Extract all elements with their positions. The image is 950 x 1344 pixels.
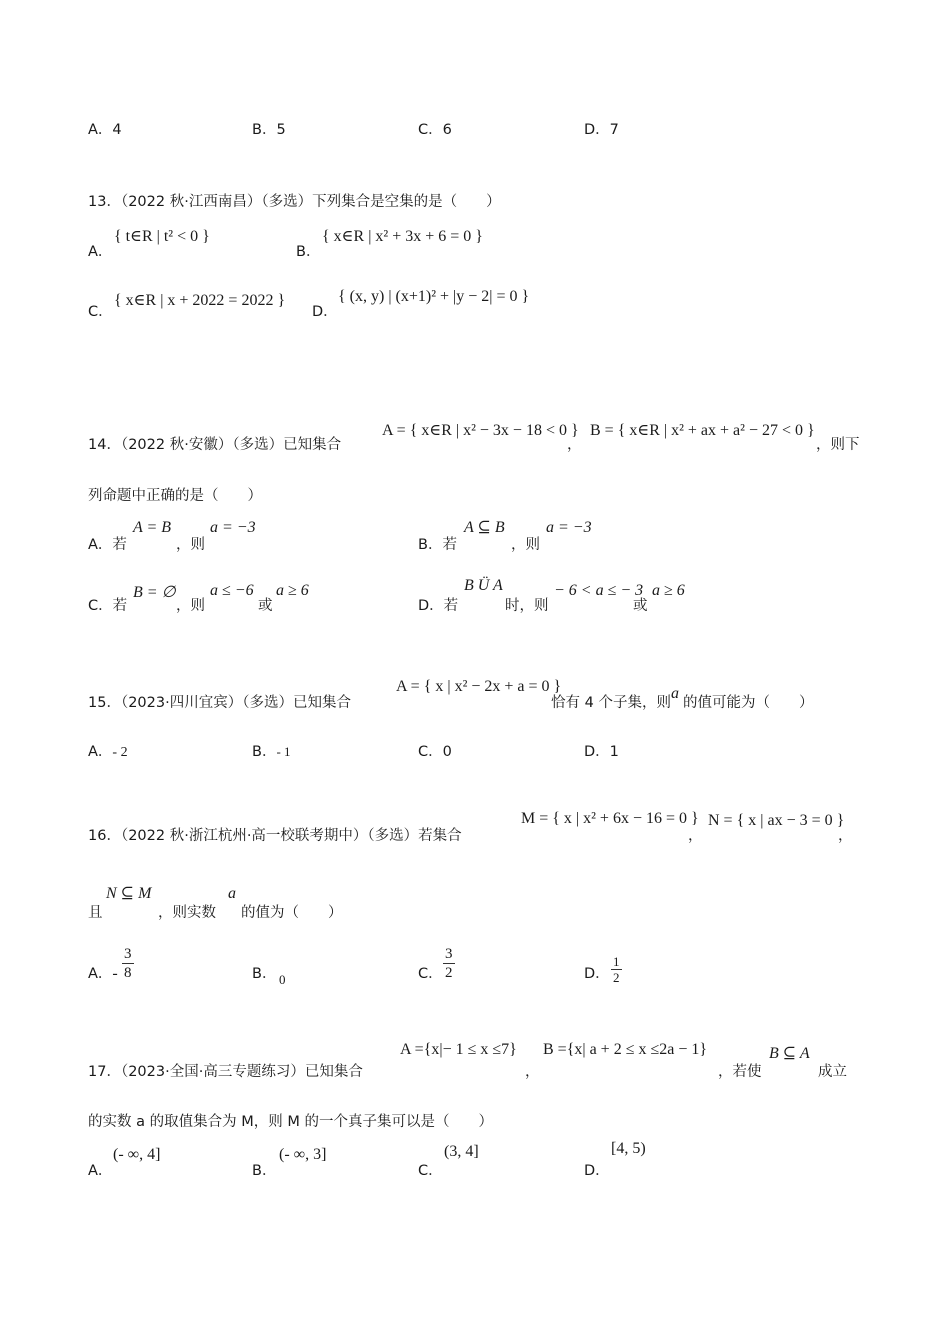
q14-option-a: A．若 [88,537,127,553]
q17-option-c-label: C． [418,1163,443,1179]
q14-option-c-result2: a ≥ 6 [276,582,309,599]
q14-set-a: A = { x∈R | x² − 3x − 18 < 0 } [382,422,579,439]
q16-end: ， [838,828,853,844]
q14-option-c-cond: B = ∅ [133,584,176,601]
q13-option-b-label: B． [296,244,321,260]
q17-cond: B ⊆ A [769,1045,810,1062]
q17-option-a-label: A． [88,1163,113,1179]
q14-option-d-result2: a ≥ 6 [652,582,685,599]
q14-option-d-cond: B Ü A [464,577,503,594]
q16-option-c: C． [418,966,443,982]
q14-stem-line2: 列命题中正确的是（ ） [88,488,262,504]
q14-sep: ， [567,437,582,453]
q16-option-a-frac: $\frac{3}{8}$ [124,946,132,981]
q14-option-c-mid: ，则 [176,598,205,614]
q14-option-d-result: − 6 < a ≤ − 3 [554,582,644,599]
q15-option-a: A．- 2 [88,744,128,760]
q13-option-b-expr: { x∈R | x² + 3x + 6 = 0 } [322,228,483,245]
q15-option-c: C．0 [418,744,452,760]
q17-option-a-value: (- ∞, 4] [113,1146,161,1163]
q17-line2: 的实数 a 的取值集合为 M，则 M 的一个真子集可以是（ ） [88,1114,493,1130]
q17-option-d-value: [4, 5) [611,1140,646,1157]
q12-option-a: A．4 [88,122,122,138]
q15-option-b: B．- 1 [252,744,291,760]
q13-option-a-label: A． [88,244,113,260]
q14-option-c-or: 或 [258,598,273,614]
q14-option-c: C．若 [88,598,128,614]
q13-option-a-expr: { t∈R | t² < 0 } [114,228,210,245]
q14-option-b-cond: A ⊆ B [464,519,505,536]
q16-option-c-frac: $\frac{3}{2}$ [445,946,453,981]
q14-option-a-result: a = −3 [210,519,256,536]
q13-option-d-label: D． [312,304,338,320]
q16-option-a: A．- [88,965,118,982]
q16-var: a [228,885,236,902]
q14-option-b-result: a = −3 [546,519,592,536]
q14-option-b-mid: ，则 [511,537,540,553]
q17-set-a: A ={x|− 1 ≤ x ≤7} [400,1041,517,1058]
q17-option-b-value: (- ∞, 3] [279,1146,327,1163]
q17-post: 成立 [818,1064,847,1080]
q15-stem-post: 的值可能为（ ） [683,695,814,711]
q14-option-d: D．若 [418,598,459,614]
q13-stem: 13．（2022 秋·江西南昌）（多选）下列集合是空集的是（ ） [88,194,501,210]
q16-line2-post: 的值为（ ） [241,905,343,921]
q12-option-b: B．5 [252,122,286,138]
q16-line2-pre: 且 [88,905,103,921]
q15-set-a: A = { x | x² − 2x + a = 0 } [396,678,562,695]
q14-stem-post: ，则下 [816,437,860,453]
q17-stem-pre: 17．（2023·全国·高三专题练习）已知集合 [88,1064,363,1080]
q16-set-n: N = { x | ax − 3 = 0 } [708,812,845,829]
q15-stem-pre: 15．（2023·四川宜宾）（多选）已知集合 [88,695,351,711]
q15-var: a [671,685,679,702]
q17-set-b: B ={x| a + 2 ≤ x ≤2a − 1} [543,1041,708,1058]
q15-stem-mid: 恰有 4 个子集，则 [551,695,671,711]
q17-sep: ， [525,1064,540,1080]
q14-option-b: B．若 [418,537,457,553]
q16-option-d-frac: $\frac{1}{2}$ [613,954,620,985]
q14-stem-pre: 14．（2022 秋·安徽）（多选）已知集合 [88,437,342,453]
q17-option-b-label: B． [252,1163,277,1179]
q13-option-d-expr: { (x, y) | (x+1)² + |y − 2| = 0 } [338,288,530,305]
q12-option-c: C．6 [418,122,452,138]
q16-option-b-value: 0 [279,972,286,987]
q13-option-c-expr: { x∈R | x + 2022 = 2022 } [114,292,286,309]
q14-option-a-cond: A = B [133,519,172,536]
q14-option-c-result: a ≤ −6 [210,582,254,599]
q14-set-b: B = { x∈R | x² + ax + a² − 27 < 0 } [590,422,815,439]
q14-option-d-or: 或 [633,598,648,614]
q16-option-b: B． [252,966,277,982]
q16-stem-pre: 16．（2022 秋·浙江杭州·高一校联考期中）（多选）若集合 [88,828,462,844]
q14-option-d-mid: 时，则 [505,598,549,614]
q13-option-c-label: C． [88,304,113,320]
q17-option-c-value: (3, 4] [444,1143,479,1160]
q17-mid: ，若使 [718,1064,762,1080]
q16-option-d: D． [584,966,610,982]
q16-cond: N ⊆ M [106,885,152,902]
q12-option-d: D．7 [584,122,619,138]
q15-option-d: D．1 [584,744,619,760]
q17-option-d-label: D． [584,1163,610,1179]
q16-set-m: M = { x | x² + 6x − 16 = 0 } [521,810,699,827]
q16-sep: ， [688,828,703,844]
q14-option-a-mid: ，则 [176,537,205,553]
q16-line2-mid: ，则实数 [158,905,216,921]
